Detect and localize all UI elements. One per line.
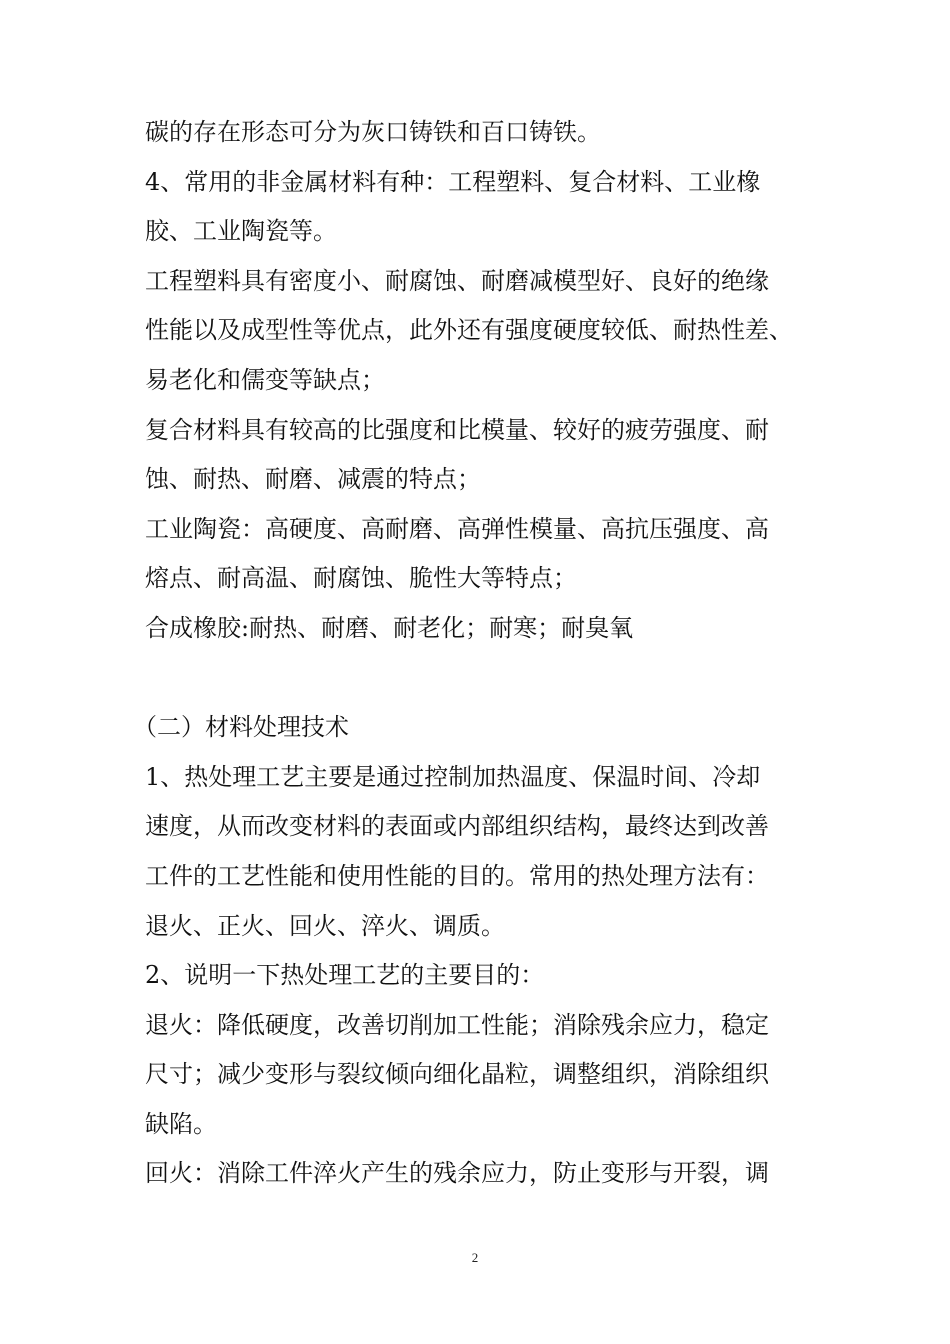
text-line: 蚀、耐热、耐磨、减震的特点； — [145, 465, 481, 494]
text-line: 退火：降低硬度，改善切削加工性能；消除残余应力，稳定 — [145, 1010, 769, 1039]
text-line: 碳的存在形态可分为灰口铸铁和百口铸铁。 — [145, 118, 601, 146]
text-line: 缺陷。 — [145, 1109, 217, 1138]
document-body — [133, 108, 825, 1199]
text-line: 熔点、耐高温、耐腐蚀、脆性大等特点； — [145, 564, 577, 593]
section-heading: （二）材料处理技术 — [133, 713, 349, 742]
text-line: 4、常用的非金属材料有种：工程塑料、复合材料、工业橡 — [145, 167, 761, 196]
text-line: 合成橡胶:耐热、耐磨、耐老化；耐寒；耐臭氧 — [145, 613, 634, 642]
text-line: 工业陶瓷：高硬度、高耐磨、高弹性模量、高抗压强度、高 — [145, 514, 769, 543]
text-line: 易老化和儒变等缺点； — [145, 365, 385, 394]
text-line: 复合材料具有较高的比强度和比模量、较好的疲劳强度、耐 — [145, 415, 769, 444]
text-line: 退火、正火、回火、淬火、调质。 — [145, 911, 505, 940]
text-line: 速度，从而改变材料的表面或内部组织结构，最终达到改善 — [145, 812, 769, 841]
blank-line — [145, 654, 825, 704]
text-line: 回火：消除工件淬火产生的残余应力，防止变形与开裂，调 — [145, 1159, 769, 1188]
text-line: 工程塑料具有密度小、耐腐蚀、耐磨减模型好、良好的绝缘 — [145, 266, 769, 295]
text-line: 工件的工艺性能和使用性能的目的。常用的热处理方法有： — [145, 861, 769, 890]
text-line: 2、说明一下热处理工艺的主要目的： — [145, 961, 545, 990]
text-line: 尺寸；减少变形与裂纹倾向细化晶粒，调整组织，消除组织 — [145, 1060, 769, 1089]
page-number: 2 — [471, 1250, 479, 1265]
text-line: 胶、工业陶瓷等。 — [145, 217, 337, 246]
text-line: 1、热处理工艺主要是通过控制加热温度、保温时间、冷却 — [145, 762, 761, 791]
text-line: 性能以及成型性等优点，此外还有强度硬度较低、耐热性差、 — [145, 316, 793, 345]
